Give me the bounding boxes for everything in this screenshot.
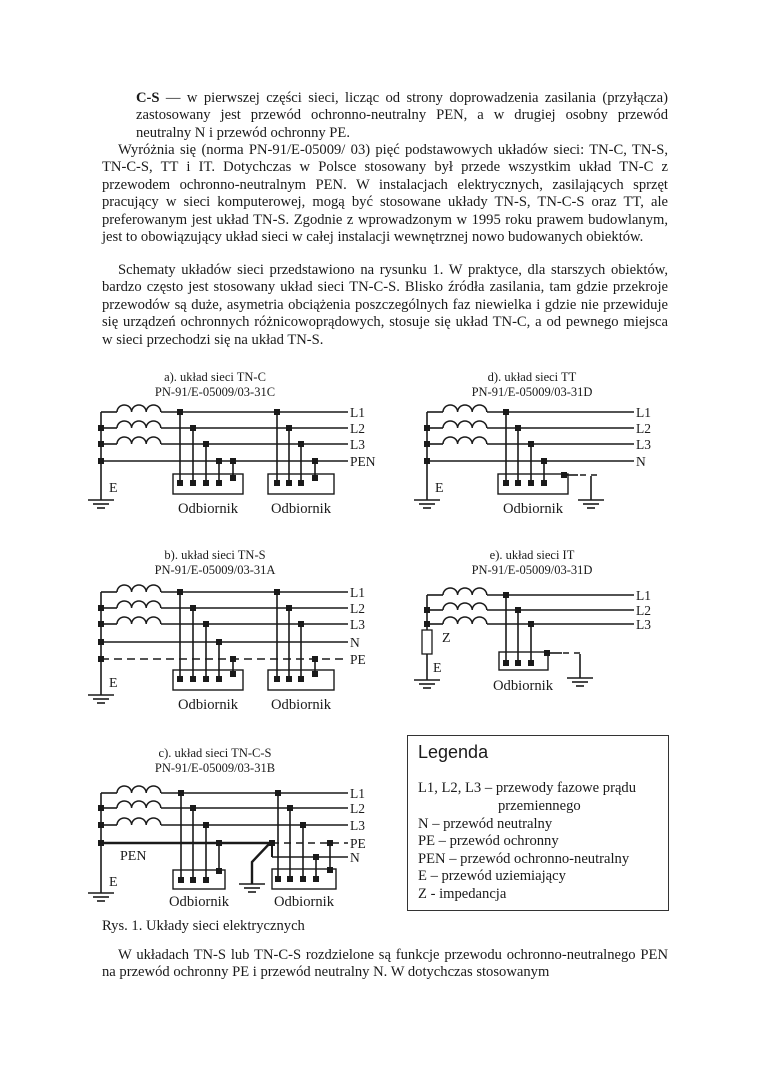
junction-dot [178, 790, 184, 796]
junction-dot [300, 876, 306, 882]
inductor-coil-icon [117, 786, 161, 793]
wire-label: L2 [350, 801, 365, 816]
junction-dot [313, 876, 319, 882]
wire-label: L3 [636, 617, 651, 632]
junction-dot [177, 589, 183, 595]
wire-label: L3 [350, 437, 365, 452]
junction-dot [203, 441, 209, 447]
junction-dot [274, 409, 280, 415]
load-label: Odbiornik [274, 894, 334, 910]
junction-dot [216, 480, 222, 486]
junction-dot [287, 805, 293, 811]
wire-label: L1 [350, 786, 365, 801]
wire-label: L2 [350, 601, 365, 616]
junction-dot [203, 621, 209, 627]
junction-dot [515, 607, 521, 613]
junction-dot [528, 441, 534, 447]
junction-dot [286, 605, 292, 611]
wire-label: L2 [350, 421, 365, 436]
wire-label: L1 [350, 585, 365, 600]
paragraph-2-text: Schematy układów sieci przedstawiono na rysunku 1. W praktyce, dla starszych obiektów, bardzo często jest stosowany układ sieci TN-C-S. Blisko źródła zasilania, tam gdzie przekroje przewodów są duże, asymetria obciążenia poszczególnych faz niewielka i gdzie nie przewiduje się urządzeń ochronnych różnicowoprądowych, stosuje się układ TN-C, a od pewnego miejsca w sieci przechodzi się na układ TN-S. [102, 262, 668, 348]
junction-dot [274, 480, 280, 486]
junction-dot [515, 425, 521, 431]
diagram-title: c). układ sieci TN-C-S [158, 746, 272, 760]
intro-bold: C-S [136, 90, 160, 106]
legend-item: N – przewód neutralny [418, 816, 553, 832]
junction-dot [515, 480, 521, 486]
diagram-title: a). układ sieci TN-C [164, 370, 266, 384]
junction-dot [230, 458, 236, 464]
junction-dot [300, 822, 306, 828]
load-label: Odbiornik [271, 697, 331, 713]
junction-dot [216, 868, 222, 874]
junction-dot [503, 660, 509, 666]
junction-dot [541, 458, 547, 464]
earth-label: E [109, 676, 118, 691]
junction-dot [230, 656, 236, 662]
legend-item: przemiennego [498, 798, 581, 814]
diagram-title: d). układ sieci TT [487, 370, 577, 384]
junction-dot [216, 840, 222, 846]
junction-dot [190, 805, 196, 811]
inductor-coil-icon [117, 617, 161, 624]
junction-dot [327, 840, 333, 846]
legend-item: L1, L2, L3 – przewody fazowe prądu [418, 780, 637, 796]
diagram-norm: PN-91/E-05009/03-31C [154, 385, 276, 399]
wire-label: PE [350, 836, 366, 851]
junction-dot [190, 480, 196, 486]
junction-dot [298, 441, 304, 447]
junction-dot [190, 425, 196, 431]
inductor-coil-icon [117, 818, 161, 825]
wire-label: N [636, 454, 646, 469]
load-label: Odbiornik [271, 501, 331, 517]
diagram-a [88, 370, 376, 517]
junction-dot [312, 656, 318, 662]
junction-dot [312, 475, 318, 481]
legend-box [407, 735, 669, 911]
junction-dot [286, 425, 292, 431]
diagram-c [88, 746, 366, 910]
junction-dot [503, 592, 509, 598]
diagram-e [414, 548, 651, 694]
impedance-icon [422, 630, 432, 654]
junction-dot [190, 605, 196, 611]
diagram-norm: PN-91/E-05009/03-31B [154, 761, 276, 775]
diagram-norm: PN-91/E-05009/03-31A [154, 563, 276, 577]
impedance-label: Z [442, 631, 451, 646]
diagram-b [88, 548, 366, 713]
junction-dot [541, 480, 547, 486]
diagram-title: e). układ sieci IT [489, 548, 575, 562]
inductor-coil-icon [443, 603, 487, 610]
junction-dot [203, 676, 209, 682]
inductor-coil-icon [443, 437, 487, 444]
junction-dot [503, 409, 509, 415]
load-label: Odbiornik [178, 501, 238, 517]
wire-label: L3 [350, 818, 365, 833]
wire-label: L3 [636, 437, 651, 452]
diagram-title: b). układ sieci TN-S [164, 548, 266, 562]
load-label: Odbiornik [493, 678, 553, 694]
legend-item: PEN – przewód ochronno-neutralny [418, 851, 630, 867]
intro-text: — w pierwszej części sieci, licząc od strony doprowadzenia zasilania (przyłącza) zastosowany jest przewód ochronno-neutralny PEN, a w drugiej osobny przewód neutralny N i przewód ochronny PE. [136, 90, 668, 141]
junction-dot [286, 480, 292, 486]
inductor-coil-icon [117, 437, 161, 444]
junction-dot [298, 621, 304, 627]
earth-label: E [433, 661, 442, 676]
legend-item: E – przewód uziemiający [418, 868, 566, 884]
diagram-norm: PN-91/E-05009/03-31D [471, 385, 593, 399]
paragraph-1-text: Wyróżnia się (norma PN-91/E-05009/ 03) pięć podstawowych układów sieci: TN-C, TN-S, TN-C-S, TT i IT. Dotychczas w Polsce stosowany był przede wszystkim układ TN-C z przewodem ochronno-neutralnym PEN. W instalacjach elektrycznych, zasilających sprzęt pracujący w sieci komputerowej, mogą być stosowane układy TN-S, TN-C-S oraz TT, ale preferowanym jest układ TN-S. Zgodnie z wprowadzonym w 1995 roku prawem budowlanym, jest to obowiązujący układ sieci w całej instalacji wewnętrznej nowo budowanych obiektów. [102, 142, 668, 246]
wire-label: PE [350, 652, 366, 667]
inductor-coil-icon [117, 601, 161, 608]
junction-dot [203, 822, 209, 828]
inductor-coil-icon [443, 421, 487, 428]
wire-label: L1 [636, 588, 651, 603]
junction-dot [298, 676, 304, 682]
junction-dot [298, 480, 304, 486]
earth-label: E [435, 481, 444, 496]
junction-dot [312, 671, 318, 677]
junction-dot [203, 877, 209, 883]
pen-label: PEN [120, 849, 147, 864]
junction-dot [312, 458, 318, 464]
inductor-coil-icon [443, 405, 487, 412]
junction-dot [190, 877, 196, 883]
junction-dot [274, 589, 280, 595]
diagram-norm: PN-91/E-05009/03-31D [471, 563, 593, 577]
earth-label: E [109, 875, 118, 890]
junction-dot [178, 877, 184, 883]
junction-dot [327, 867, 333, 873]
wire-label: N [350, 635, 360, 650]
junction-dot [275, 876, 281, 882]
paragraph-3 [102, 947, 668, 982]
load-label: Odbiornik [178, 697, 238, 713]
wire-label: L2 [636, 421, 651, 436]
junction-dot [286, 676, 292, 682]
junction-dot [216, 639, 222, 645]
junction-dot [190, 676, 196, 682]
wire-label: L1 [350, 405, 365, 420]
figure-caption: Rys. 1. Układy sieci elektrycznych [102, 918, 305, 934]
junction-dot [203, 480, 209, 486]
junction-dot [275, 790, 281, 796]
junction-dot [503, 480, 509, 486]
inductor-coil-icon [443, 617, 487, 624]
junction-dot [177, 676, 183, 682]
diagram-d [414, 370, 651, 517]
junction-dot [274, 676, 280, 682]
inductor-coil-icon [117, 801, 161, 808]
junction-dot [216, 458, 222, 464]
junction-dot [230, 671, 236, 677]
junction-dot [515, 660, 521, 666]
wire-label: L1 [636, 405, 651, 420]
wire-label: L3 [350, 617, 365, 632]
earth-wire [252, 843, 270, 884]
legend-title: Legenda [418, 742, 489, 762]
junction-dot [177, 409, 183, 415]
wire-label: L2 [636, 603, 651, 618]
load-label: Odbiornik [169, 894, 229, 910]
junction-dot [528, 660, 534, 666]
inductor-coil-icon [443, 588, 487, 595]
junction-dot [287, 876, 293, 882]
wire-label: PEN [350, 454, 376, 469]
junction-dot [230, 475, 236, 481]
paragraph-3-text: W układach TN-S lub TN-C-S rozdzielone są funkcje przewodu ochronno-neutralnego PEN na przewód ochronny PE i przewód neutralny N. W dotychczas stosowanym [102, 947, 668, 981]
junction-dot [528, 621, 534, 627]
earth-label: E [109, 481, 118, 496]
legend-item: PE – przewód ochronny [418, 833, 559, 849]
legend-item: Z - impedancja [418, 886, 507, 902]
wire-label: N [350, 850, 360, 865]
junction-dot [313, 854, 319, 860]
inductor-coil-icon [117, 585, 161, 592]
junction-dot [177, 480, 183, 486]
inductor-coil-icon [117, 421, 161, 428]
junction-dot [528, 480, 534, 486]
junction-dot [216, 676, 222, 682]
load-label: Odbiornik [503, 501, 563, 517]
inductor-coil-icon [117, 405, 161, 412]
